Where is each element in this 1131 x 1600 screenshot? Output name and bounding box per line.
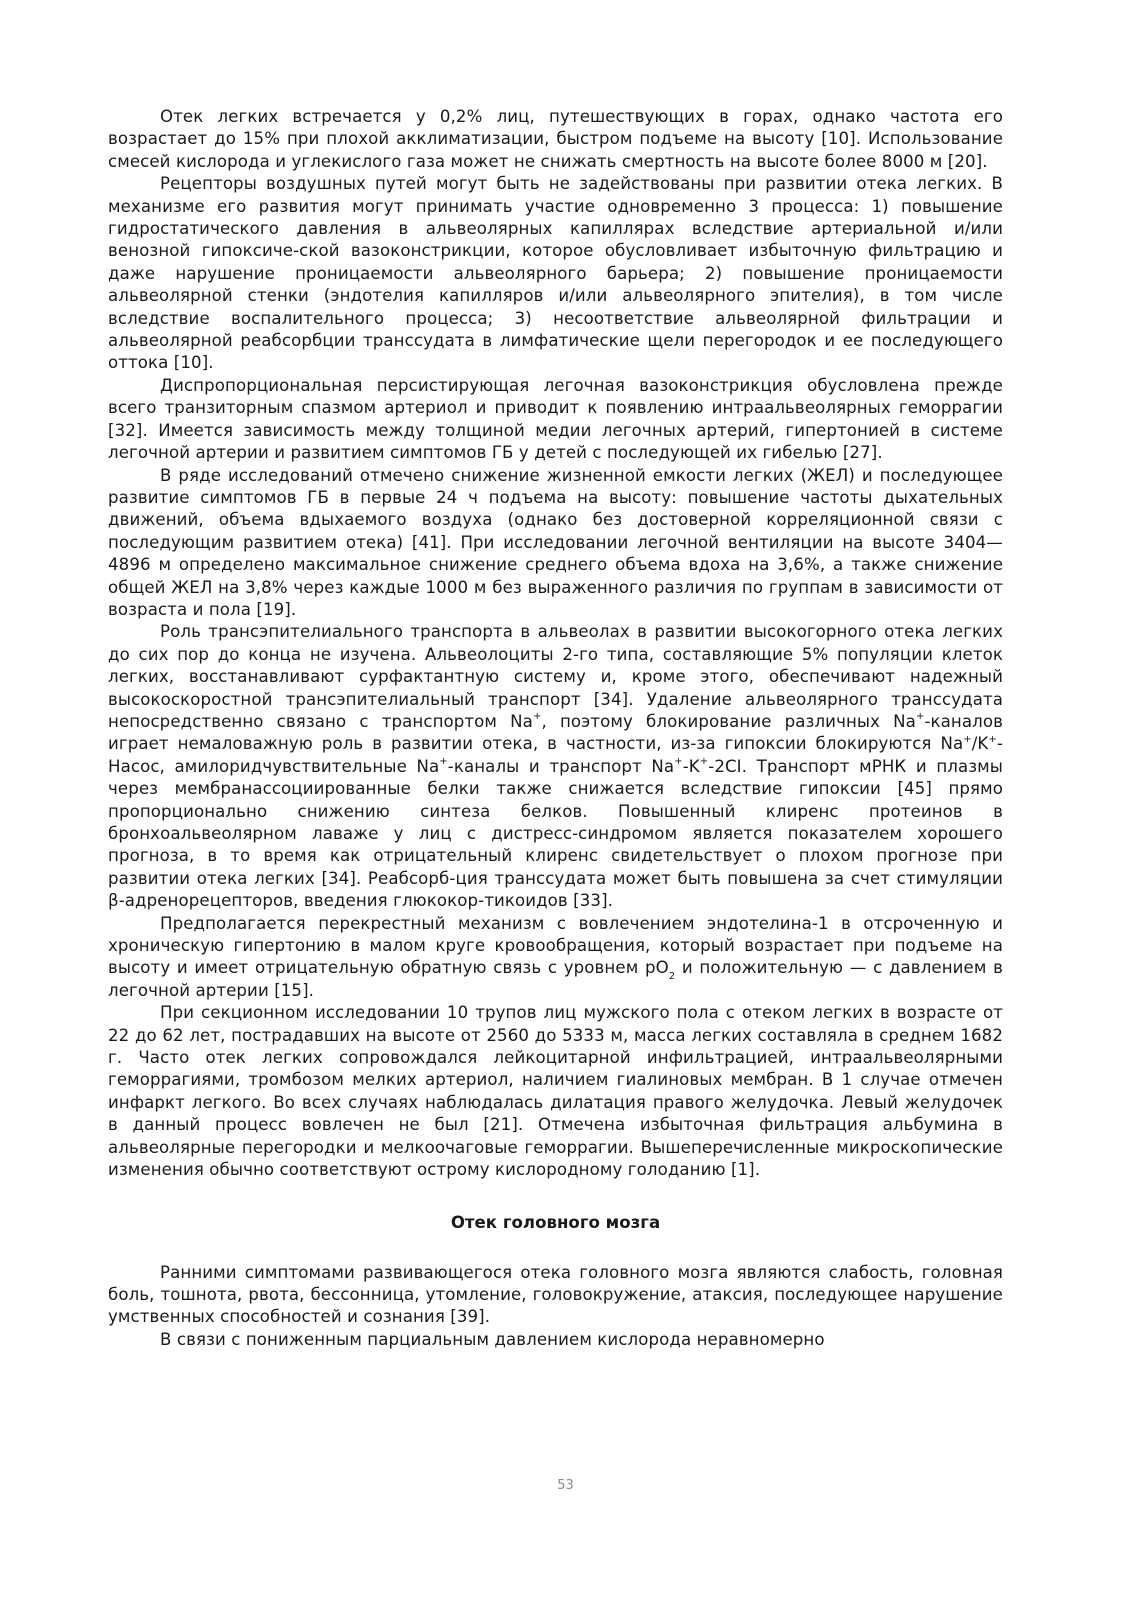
- paragraph-vasoconstriction: Диспропорциональная персистирующая легочная вазоконстрикция обусловлена прежде всего транзиторным спазмом артериол и приводит к появлению интраальвеолярных геморрагии [32]. Имеется зависимость между толщиной медии легочных артерий, гипертонией в системе легочной артерии и развитием симптомов ГБ у детей с последующей их гибелью [27].: [108, 375, 1003, 463]
- paragraph-oxygen-pressure: В связи с пониженным парциальным давлением кислорода неравномерно: [160, 1329, 825, 1349]
- paragraph-vital-capacity: В ряде исследований отмечено снижение жизненной емкости легких (ЖЕЛ) и последующее развитие симптомов ГБ в первые 24 ч подъема на высоту: повышение частоты дыхательных движений, объема вдыхаемого воздуха (однако без достоверной корреляционной связи с последующим развитием отека) [41]. При исследовании легочной вентиляции на высоте 3404—4896 м определено максимальное снижение среднего объема вдоха на 3,6%, а также снижение общей ЖЕЛ на 3,8% через каждые 1000 м без выраженного различия по группам в зависимости от возраста и пола [19].: [108, 465, 1003, 619]
- page-number: 53: [557, 1478, 574, 1493]
- paragraph-cerebral-edema-symptoms: Ранними симптомами развивающегося отека головного мозга являются слабость, головная боль, тошнота, рвота, бессонница, утомление, головокружение, атаксия, последующее нарушение умственных способностей и сознания [39].: [108, 1262, 1003, 1327]
- paragraph-endothelin: Предполагается перекрестный механизм с вовлечением эндотелина-1 в отсроченную и хроническую гипертонию в малом круге кровообращения, который возрастает при подъеме на высоту и имеет отрицательную обратную связь с уровнем $pO_2$ и положительную — с давлением в легочной артерии [15].: [108, 913, 1003, 1000]
- paragraph-transepithelial-transport: Роль трансэпителиального транспорта в альвеолах в развитии высокогорного отека легких до сих пор до конца не изучена. Альвеолоциты 2-го типа, составляющие 5% популяции клеток легких, восстанавливают сурфактантную систему и, кроме этого, обеспечивают надежный высокоскоростной трансэпителиальный транспорт [34]. Удаление альвеолярного транссудата непосредственно связано с транспортом Na+, поэтому блокирование различных Na+-каналов играет немаловажную роль в развитии отека, в частности, из-за гипоксии блокируются Na+/K+-Насос, амилоридчувствительные Na+-каналы и транспорт Na+-K+-2CI. Транспорт мРНК и плазмы через мембранассоциированные белки также снижается вследствие гипоксии [45] прямо пропорционально снижению синтеза белков. Повышенный клиренс протеинов в бронхоальвеолярном лаваже у лиц с дистресс-синдромом является показателем хорошего прогноза, в то время как отрицательный клиренс свидетельствует о плохом прогнозе при развитии отека легких [34]. Реабсорб-ция транссудата может быть повышена за счет стимуляции β-адренорецепторов, введения глюкокор-тикоидов [33].: [108, 622, 1003, 911]
- page-content: [108, 106, 1003, 1351]
- section-heading-cerebral-edema: Отек головного мозга: [450, 1212, 661, 1232]
- paragraph-pulmonary-edema-incidence: Отек легких встречается у 0,2% лиц, путешествующих в горах, однако частота его возрастает до 15% при плохой акклиматизации, быстром подъеме на высоту [10]. Использование смесей кислорода и углекислого газа может не снижать смертность на высоте более 8000 м [20].: [108, 107, 1003, 171]
- paragraph-airway-receptors: Рецепторы воздушных путей могут быть не задействованы при развитии отека легких. В механизме его развития могут принимать участие одновременно 3 процесса: 1) повышение гидростатического давления в альвеолярных капиллярах вследствие артериальной и/или венозной гипоксиче-ской вазоконстрикции, которое обусловливает избыточную фильтрацию и даже нарушение проницаемости альвеолярного барьера; 2) повышение проницаемости альвеолярной стенки (эндотелия капилляров и/или альвеолярного эпителия), в том числе вследствие воспалительного процесса; 3) несоответствие альвеолярной фильтрации и альвеолярной реабсорбции транссудата в лимфатические щели перегородок и ее последующего оттока [10].: [108, 174, 1003, 373]
- paragraph-autopsy-findings: При секционном исследовании 10 трупов лиц мужского пола с отеком легких в возрасте от 22 до 62 лет, пострадавших на высоте от 2560 до 5333 м, масса легких составляла в среднем 1682 г. Часто отек легких сопровождался лейкоцитарной инфильтрацией, интраальвеолярными геморрагиями, тромбозом мелких артериол, наличием гиалиновых мембран. В 1 случае отмечен инфаркт легкого. Во всех случаях наблюдалась дилатация правого желудочка. Левый желудочек в данный процесс вовлечен не был [21]. Отмечена избыточная фильтрация альбумина в альвеолярные перегородки и мелкоочаговые геморрагии. Вышеперечисленные микроскопические изменения обычно соответствуют острому кислородному голоданию [1].: [108, 1003, 1003, 1180]
